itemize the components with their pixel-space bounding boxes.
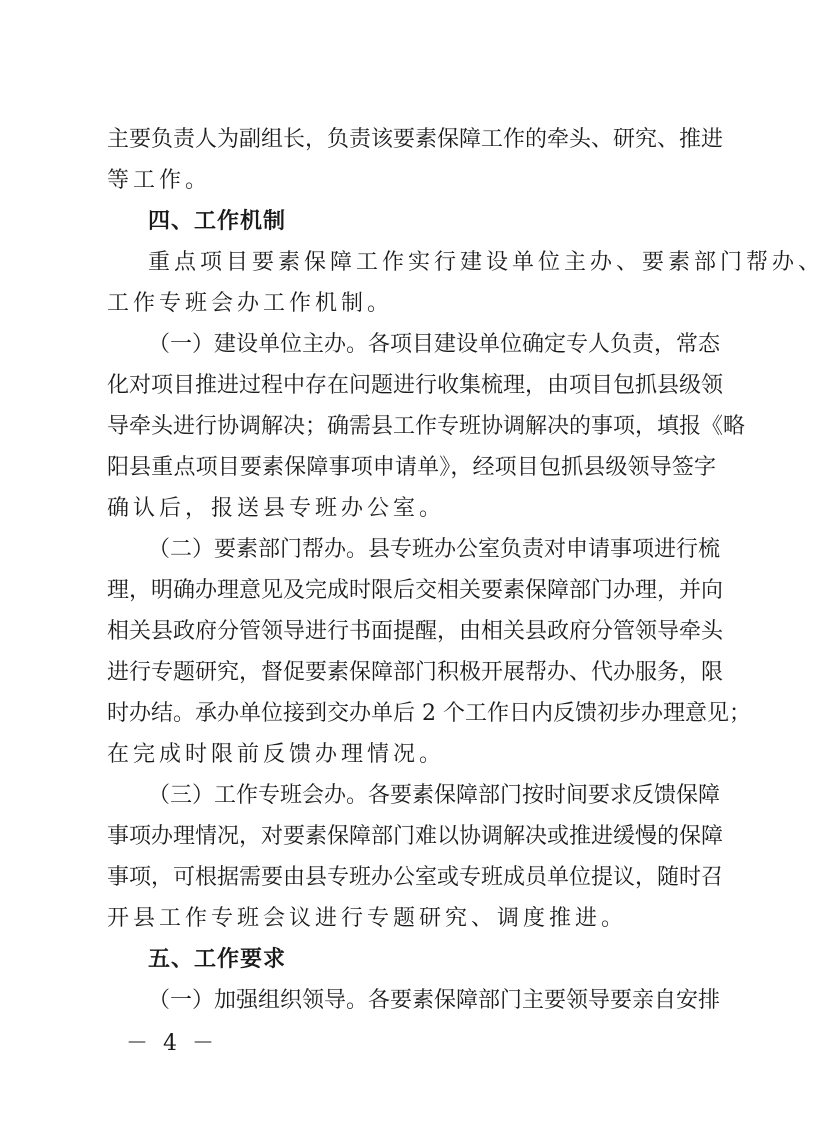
text-line: 在完成时限前反馈办理情况。 — [107, 742, 446, 767]
page-number: － 4 － — [126, 1031, 218, 1056]
text-line: 工作专班会办工作机制。 — [107, 291, 394, 316]
text-line: 等工作。 — [107, 168, 212, 193]
text-line: 进行专题研究，督促要素保障部门积极开展帮办、代办服务，限 — [107, 660, 724, 685]
text-line: （三）工作专班会办。各要素保障部门按时间要求反馈保障 — [148, 783, 721, 808]
document-body — [107, 119, 824, 1021]
text-line: 理，明确办理意见及完成时限后交相关要素保障部门办理，并向 — [107, 578, 724, 603]
text-line: 开县工作专班会议进行专题研究、调度推进。 — [107, 906, 628, 931]
text-line: 时办结。承办单位接到交办单后 2 个工作日内反馈初步办理意见； — [107, 701, 751, 726]
text-line: 导牵头进行协调解决；确需县工作专班协调解决的事项，填报《略 — [107, 414, 746, 439]
text-line: （一）加强组织领导。各要素保障部门主要领导要亲自安排 — [148, 988, 721, 1013]
text-line: 相关县政府分管领导进行书面提醒，由相关县政府分管领导牵头 — [107, 619, 724, 644]
text-line: 主要负责人为副组长，负责该要素保障工作的牵头、研究、推进 — [107, 127, 724, 152]
text-line: 确认后，报送县专班办公室。 — [107, 496, 446, 521]
section-heading: 四、工作机制 — [148, 209, 287, 234]
text-line: 阳县重点项目要素保障事项申请单》，经项目包抓县级领导签字 — [107, 455, 716, 480]
text-line: 事项，可根据需要由县专班办公室或专班成员单位提议，随时召 — [107, 865, 724, 890]
text-line: 事项办理情况，对要素保障部门难以协调解决或推进缓慢的保障 — [107, 824, 724, 849]
text-line: 化对项目推进过程中存在问题进行收集梳理，由项目包抓县级领 — [107, 373, 724, 398]
section-heading: 五、工作要求 — [148, 947, 287, 972]
text-line: （一）建设单位主办。各项目建设单位确定专人负责，常态 — [148, 332, 721, 357]
text-line: （二）要素部门帮办。县专班办公室负责对申请事项进行梳 — [148, 537, 721, 562]
text-line: 重点项目要素保障工作实行建设单位主办、要素部门帮办、 — [148, 250, 824, 275]
